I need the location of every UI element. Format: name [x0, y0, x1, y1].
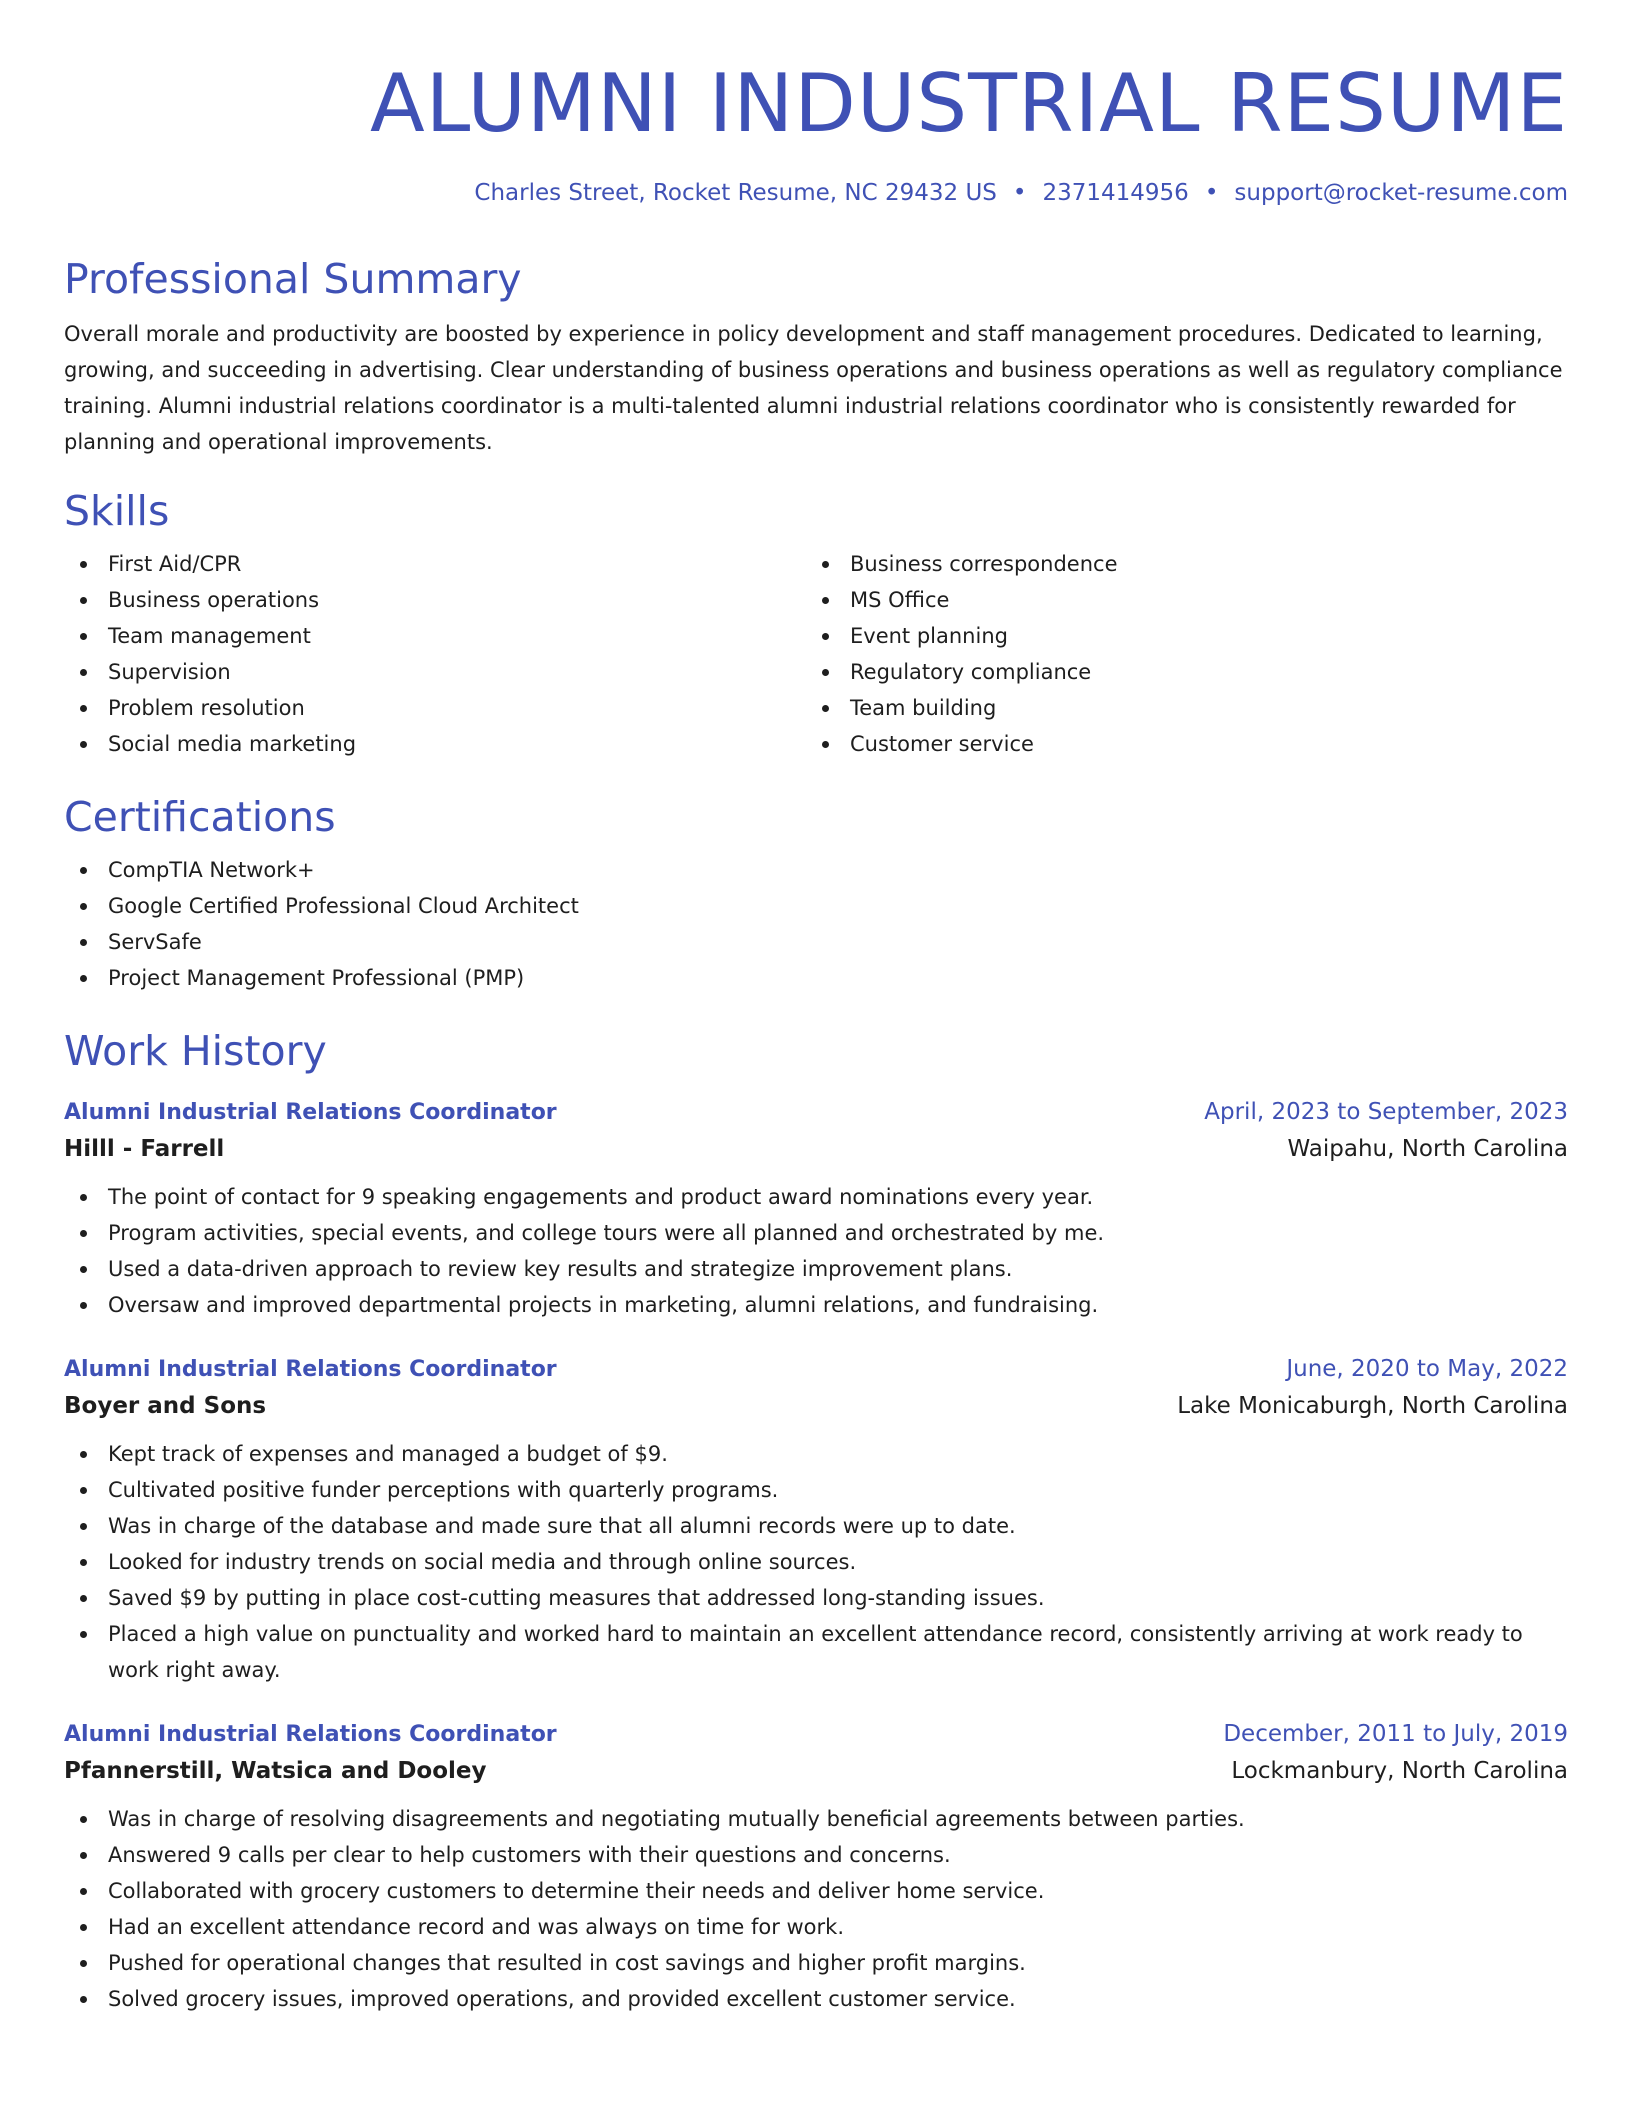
skill-item: Customer service: [806, 726, 1548, 762]
job-duty-item: Kept track of expenses and managed a budget of $9.: [64, 1436, 1568, 1472]
job-duty-item: Solved grocery issues, improved operations, and provided excellent customer service.: [64, 1981, 1568, 2017]
certifications-heading: Certifications: [64, 793, 336, 841]
job-dates: June, 2020 to May, 2022: [1286, 1356, 1568, 1382]
job-duty-item: Had an excellent attendance record and was always on time for work.: [64, 1909, 1568, 1945]
skills-grid: [64, 546, 1568, 762]
job-company-row: [64, 1751, 1568, 1791]
job-title-row: [64, 1096, 1568, 1129]
job-title: Alumni Industrial Relations Coordinator: [64, 1722, 557, 1747]
resume-name: ALUMNI INDUSTRIAL RESUME: [370, 57, 1568, 150]
job-duty-item: Used a data-driven approach to review key results and strategize improvement plans.: [64, 1251, 1568, 1287]
certification-item: ServSafe: [64, 924, 1568, 960]
skill-item: Team management: [64, 618, 806, 654]
job-entry: [64, 1096, 1568, 1323]
contact-separator: •: [1012, 180, 1027, 206]
skill-item: Business correspondence: [806, 546, 1548, 582]
skills-list-left: [64, 546, 806, 762]
job-duties-list: [64, 1179, 1568, 1323]
job-company: Boyer and Sons: [64, 1393, 267, 1419]
job-duty-item: Was in charge of the database and made sure that all alumni records were up to date.: [64, 1508, 1568, 1544]
job-duty-item: Oversaw and improved departmental projects in marketing, alumni relations, and fundraising.: [64, 1287, 1568, 1323]
job-dates: December, 2011 to July, 2019: [1223, 1721, 1568, 1747]
job-duty-item: The point of contact for 9 speaking engagements and product award nominations every year.: [64, 1179, 1568, 1215]
contact-line: [64, 178, 1568, 208]
skill-item: First Aid/CPR: [64, 546, 806, 582]
job-duty-item: Saved $9 by putting in place cost-cutting measures that addressed long-standing issues.: [64, 1580, 1568, 1616]
contact-email: support@rocket-resume.com: [1234, 180, 1568, 206]
job-duty-item: Pushed for operational changes that resulted in cost savings and higher profit margins.: [64, 1945, 1568, 1981]
job-location: Waipahu, North Carolina: [1287, 1136, 1568, 1162]
job-title-row: [64, 1353, 1568, 1386]
job-company-row: [64, 1129, 1568, 1169]
job-entry: [64, 1718, 1568, 2017]
contact-separator: •: [1204, 180, 1219, 206]
job-entry: [64, 1353, 1568, 1688]
skill-item: Team building: [806, 690, 1548, 726]
job-duty-item: Collaborated with grocery customers to determine their needs and deliver home service.: [64, 1873, 1568, 1909]
job-duties-list: [64, 1801, 1568, 2017]
certifications-list: [64, 852, 1568, 996]
skill-item: MS Office: [806, 582, 1548, 618]
skill-item: Event planning: [806, 618, 1548, 654]
job-company: Pfannerstill, Watsica and Dooley: [64, 1758, 487, 1784]
certification-item: Project Management Professional (PMP): [64, 960, 1568, 996]
job-dates: April, 2023 to September, 2023: [1204, 1099, 1568, 1125]
job-duty-item: Program activities, special events, and college tours were all planned and orchestrated by me.: [64, 1215, 1568, 1251]
job-duty-item: Placed a high value on punctuality and worked hard to maintain an excellent attendance record, consistently arriving at work ready to work right away.: [64, 1616, 1568, 1688]
skills-list-right: [806, 546, 1548, 762]
certification-item: CompTIA Network+: [64, 852, 1568, 888]
skills-section: [64, 486, 1568, 762]
skills-heading: Skills: [64, 487, 170, 535]
summary-heading: Professional Summary: [64, 255, 522, 303]
job-company-row: [64, 1386, 1568, 1426]
skill-item: Business operations: [64, 582, 806, 618]
skill-item: Social media marketing: [64, 726, 806, 762]
contact-address: Charles Street, Rocket Resume, NC 29432 US: [474, 180, 997, 206]
skill-item: Regulatory compliance: [806, 654, 1548, 690]
resume-page: [64, 0, 1568, 2017]
job-duty-item: Looked for industry trends on social media and through online sources.: [64, 1544, 1568, 1580]
job-company: Hilll - Farrell: [64, 1136, 225, 1162]
job-duties-list: [64, 1436, 1568, 1688]
job-duty-item: Was in charge of resolving disagreements and negotiating mutually beneficial agreements between parties.: [64, 1801, 1568, 1837]
job-location: Lockmanbury, North Carolina: [1231, 1758, 1568, 1784]
job-title: Alumni Industrial Relations Coordinator: [64, 1357, 557, 1382]
job-title: Alumni Industrial Relations Coordinator: [64, 1100, 557, 1125]
job-duty-item: Answered 9 calls per clear to help customers with their questions and concerns.: [64, 1837, 1568, 1873]
summary-section: [64, 254, 1568, 460]
work-history-section: [64, 1026, 1568, 2017]
job-title-row: [64, 1718, 1568, 1751]
skill-item: Problem resolution: [64, 690, 806, 726]
job-location: Lake Monicaburgh, North Carolina: [1177, 1393, 1568, 1419]
resume-header: [64, 0, 1568, 208]
skill-item: Supervision: [64, 654, 806, 690]
summary-text: Overall morale and productivity are boosted by experience in policy development and staff management procedures. Dedicated to learning, growing, and succeeding in advertising. Clear understanding of business operations and business operations as well as regulatory compliance training. Alumni industrial relations coordinator is a multi-talented alumni industrial relations coordinator who is consistently rewarded for planning and operational improvements.: [64, 322, 1563, 454]
certification-item: Google Certified Professional Cloud Architect: [64, 888, 1568, 924]
contact-phone: 2371414956: [1042, 180, 1189, 206]
work-history-heading: Work History: [64, 1027, 327, 1075]
job-duty-item: Cultivated positive funder perceptions with quarterly programs.: [64, 1472, 1568, 1508]
certifications-section: [64, 792, 1568, 996]
